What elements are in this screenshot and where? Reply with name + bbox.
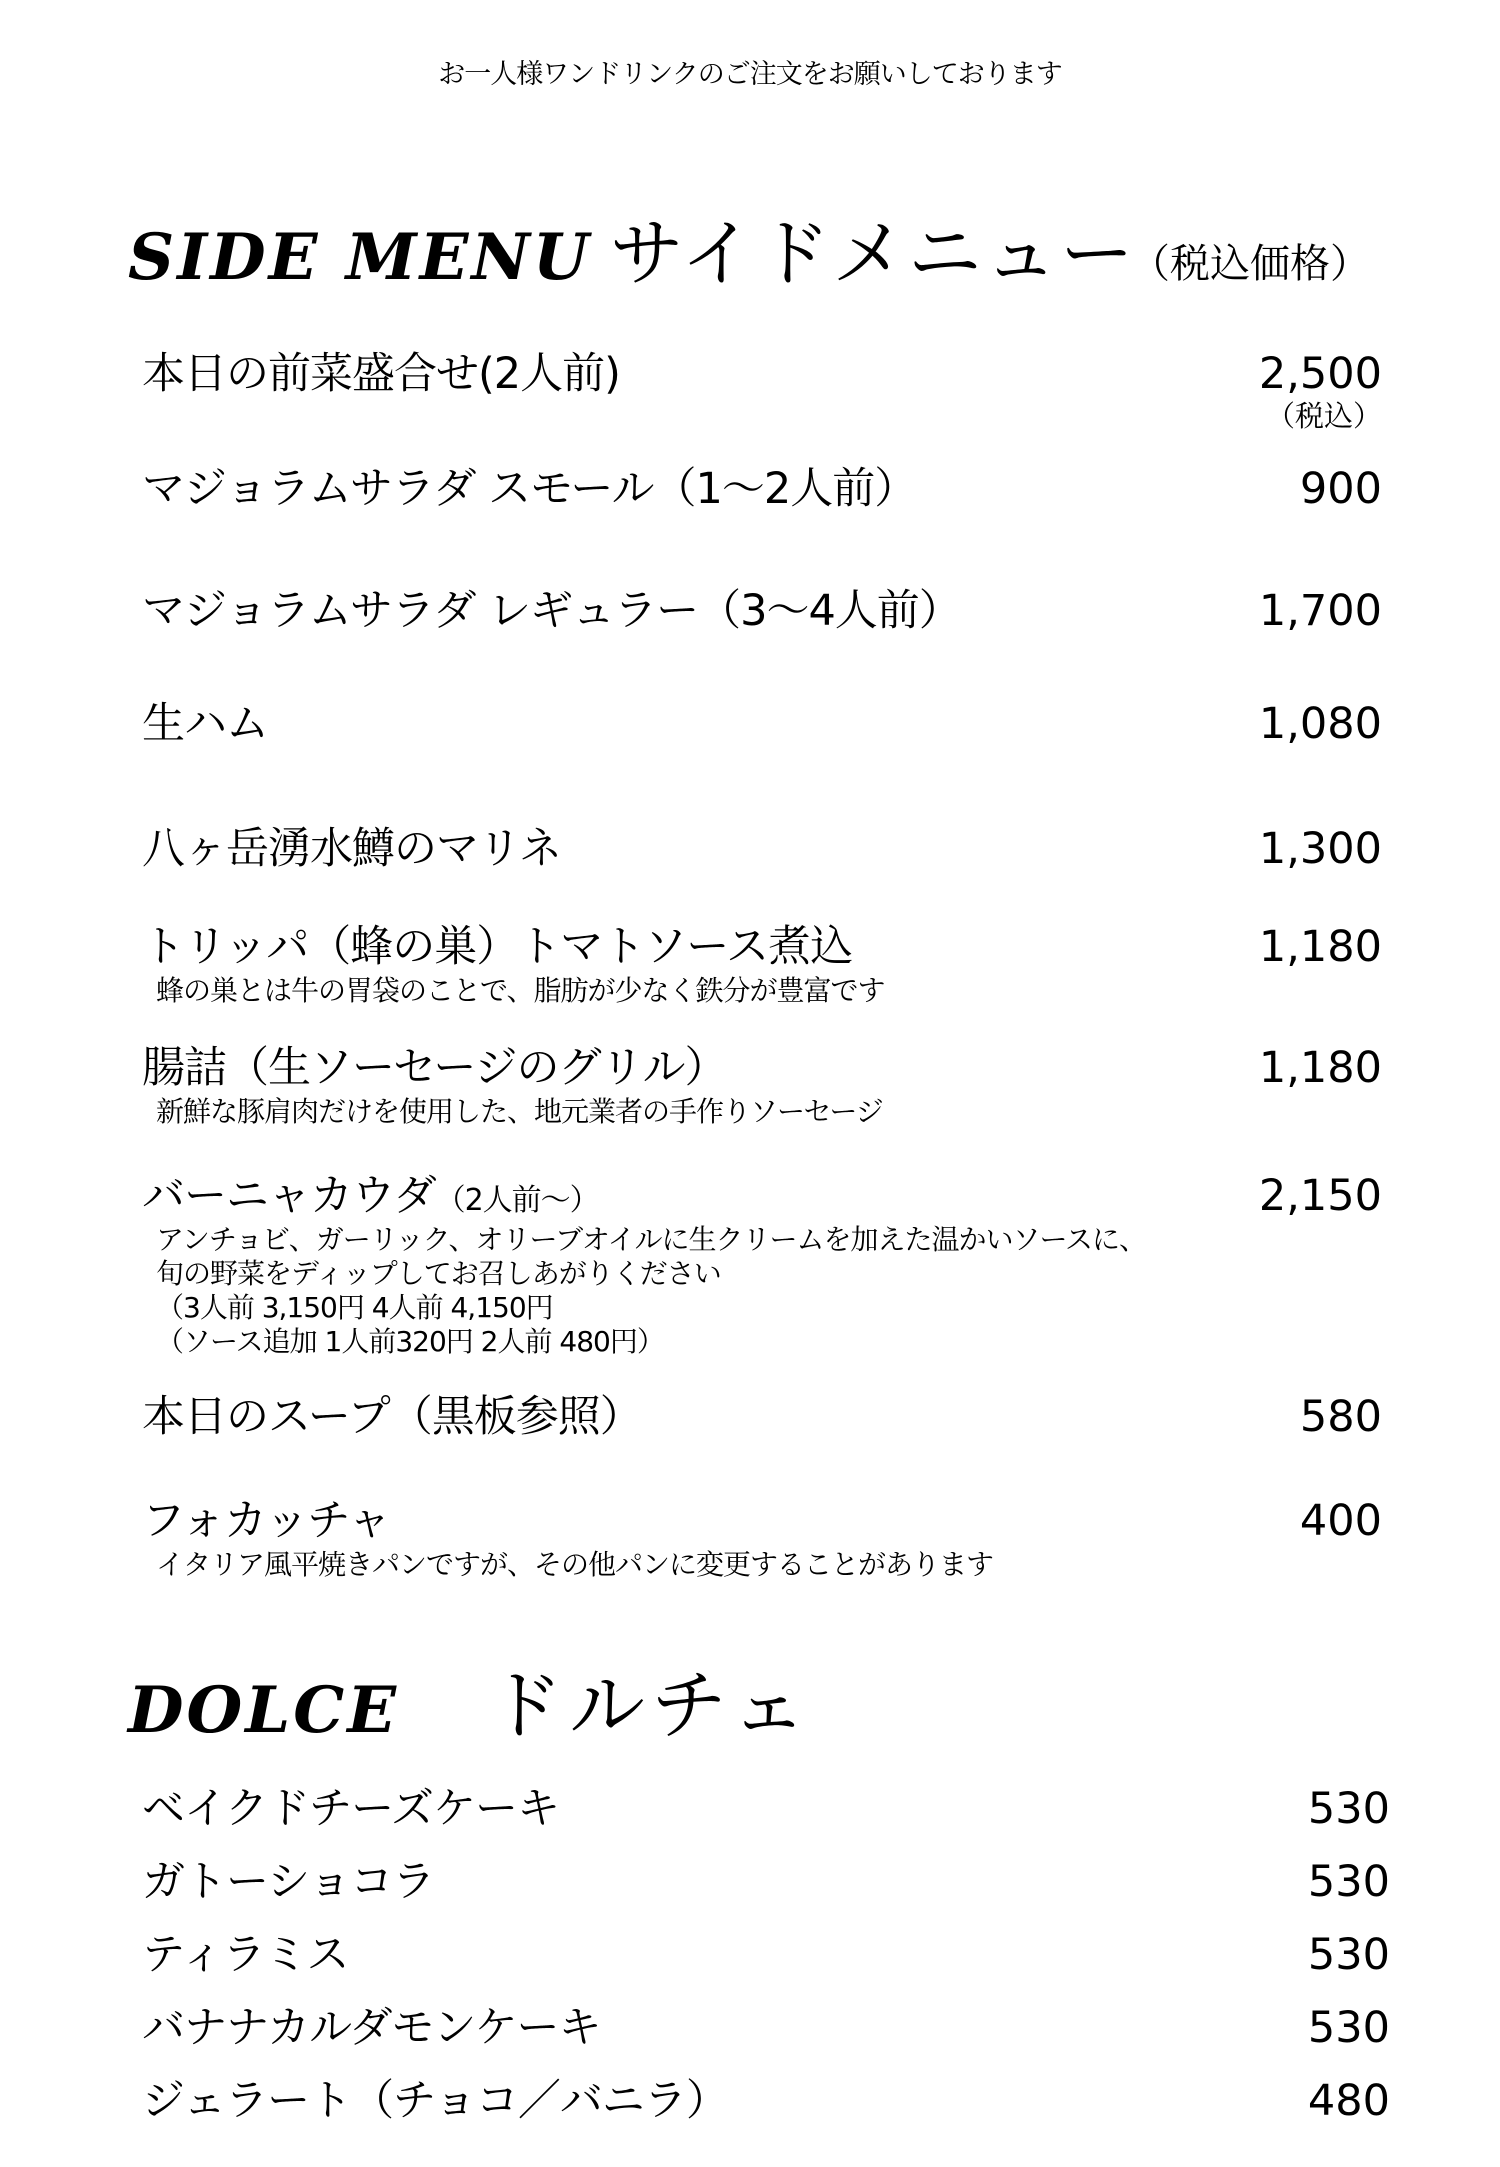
menu-item bbox=[142, 1162, 1382, 1359]
menu-item bbox=[142, 455, 1382, 516]
menu-item-price: 1,180 bbox=[1258, 1043, 1382, 1093]
dolce-item bbox=[142, 1848, 1390, 1909]
dolce-item bbox=[142, 1994, 1390, 2055]
dolce-item-name: ティラミス bbox=[142, 1930, 349, 1980]
dolce-item-price: 530 bbox=[1307, 1930, 1390, 1980]
menu-item-price: 1,700 bbox=[1258, 586, 1382, 636]
side-menu-title-en: SIDE MENU bbox=[128, 220, 592, 295]
price-tax-note: （税込） bbox=[1265, 399, 1382, 433]
menu-item-price: 1,300 bbox=[1258, 824, 1382, 874]
dolce-item bbox=[142, 1921, 1390, 1982]
dolce-item bbox=[142, 1775, 1390, 1836]
one-drink-notice: お一人様ワンドリンクのご注文をお願いしております bbox=[438, 59, 1062, 90]
menu-item-name: 八ヶ岳湧水鱒のマリネ bbox=[142, 824, 562, 874]
menu-item-name: マジョラムサラダ スモール（1～2人前） bbox=[142, 464, 917, 514]
menu-item-price: 1,180 bbox=[1258, 922, 1382, 972]
menu-item-name: マジョラムサラダ レギュラー（3～4人前） bbox=[142, 586, 961, 636]
menu-item bbox=[142, 690, 1382, 751]
menu-item-price: 900 bbox=[1299, 464, 1382, 514]
dolce-heading bbox=[128, 1645, 813, 1754]
menu-item bbox=[142, 340, 1382, 433]
dolce-item-price: 530 bbox=[1307, 1857, 1390, 1907]
dolce-item-name: ジェラート（チョコ／バニラ） bbox=[142, 2076, 728, 2126]
menu-item-price: 1,080 bbox=[1258, 699, 1382, 749]
menu-item-price: 2,150 bbox=[1258, 1171, 1382, 1221]
dolce-title-jp: ドルチェ bbox=[486, 1661, 813, 1750]
dolce-item-name: バナナカルダモンケーキ bbox=[142, 2003, 601, 2053]
tax-included-note: （税込価格） bbox=[1130, 241, 1370, 287]
menu-item-note: 蜂の巣とは牛の胃袋のことで、脂肪が少なく鉄分が豊富です bbox=[156, 974, 885, 1007]
dolce-title-en: DOLCE bbox=[128, 1673, 399, 1748]
menu-item-name: トリッパ（蜂の巣）トマトソース煮込 bbox=[142, 922, 853, 972]
menu-item-note: アンチョビ、ガーリック、オリーブオイルに生クリームを加えた温かいソースに、 bbox=[156, 1223, 1147, 1256]
side-menu-heading bbox=[128, 195, 1136, 301]
dolce-item-name: ガトーショコラ bbox=[142, 1857, 435, 1907]
menu-item bbox=[142, 815, 1382, 876]
menu-item-portion: （2人前～） bbox=[435, 1183, 599, 1218]
dolce-item-price: 530 bbox=[1307, 2003, 1390, 2053]
menu-item bbox=[142, 1034, 1382, 1129]
menu-item-name: 本日のスープ（黒板参照） bbox=[142, 1392, 642, 1442]
menu-item-name: 本日の前菜盛合せ(2人前) bbox=[142, 349, 620, 399]
menu-item-price: 2,500 bbox=[1258, 349, 1382, 399]
menu-item-note: （3人前 3,150円 4人前 4,150円 bbox=[156, 1291, 553, 1324]
menu-item-price: 580 bbox=[1299, 1392, 1382, 1442]
menu-item-note: 新鮮な豚肩肉だけを使用した、地元業者の手作りソーセージ bbox=[156, 1095, 883, 1128]
menu-item bbox=[142, 577, 1382, 638]
dolce-item-name: ベイクドチーズケーキ bbox=[142, 1784, 559, 1834]
menu-item-price: 400 bbox=[1299, 1496, 1382, 1546]
dolce-item bbox=[142, 2067, 1390, 2128]
dolce-item-price: 530 bbox=[1307, 1784, 1390, 1834]
menu-item bbox=[142, 1383, 1382, 1444]
menu-item bbox=[142, 1487, 1382, 1582]
dolce-item-price: 480 bbox=[1307, 2076, 1390, 2126]
menu-item-name: フォカッチャ bbox=[142, 1496, 391, 1546]
menu-item-name: 生ハム bbox=[142, 699, 268, 749]
menu-item-note: イタリア風平焼きパンですが、その他パンに変更することがあります bbox=[156, 1548, 994, 1581]
menu-item-note: 旬の野菜をディップしてお召しあがりください bbox=[156, 1257, 721, 1290]
menu-item-name: バーニャカウダ bbox=[142, 1171, 436, 1221]
menu-item bbox=[142, 913, 1382, 1008]
menu-item-note: （ソース追加 1人前320円 2人前 480円） bbox=[156, 1325, 664, 1358]
side-menu-title-jp: サイドメニュー bbox=[609, 211, 1136, 297]
menu-item-name: 腸詰（生ソーセージのグリル） bbox=[142, 1043, 727, 1093]
